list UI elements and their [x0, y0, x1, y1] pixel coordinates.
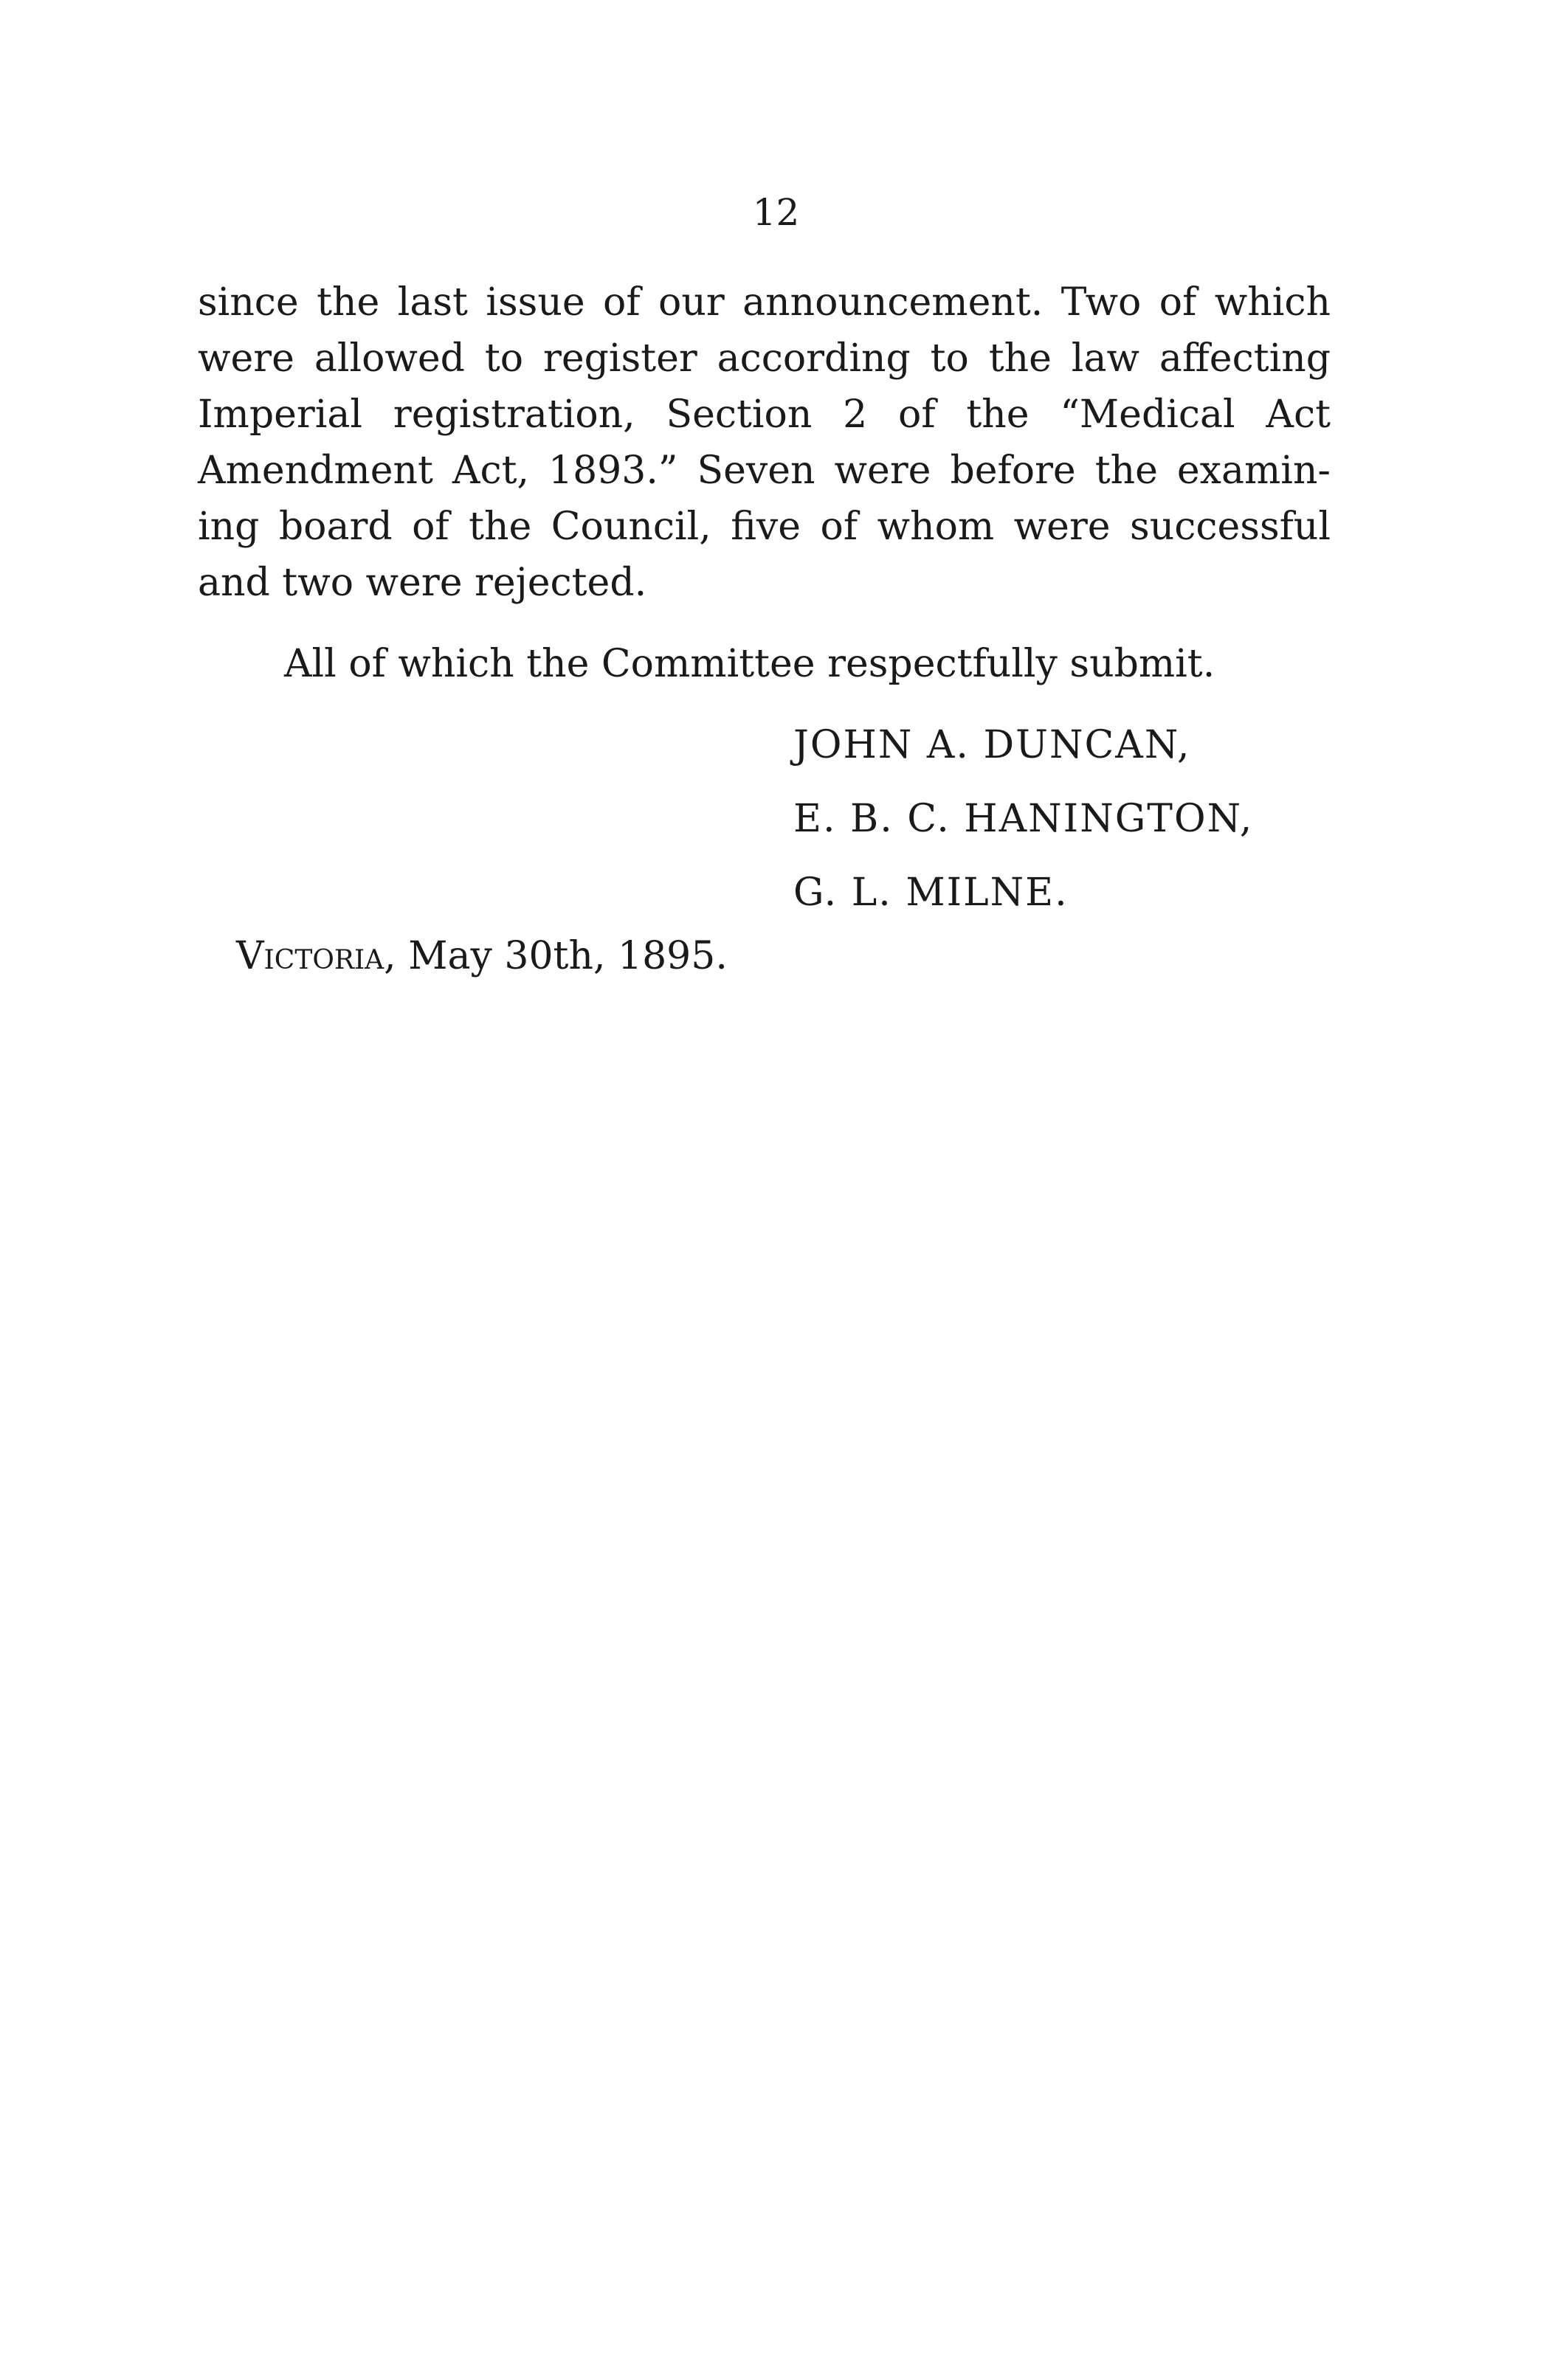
body-paragraph [198, 274, 1331, 611]
paragraph-line: since the last issue of our announcement. Two of which [198, 280, 1331, 325]
paragraph-line: were allowed to register according to the law affecting [198, 336, 1331, 381]
signatory: E. B. C. HANINGTON, [793, 797, 1254, 841]
closing-statement: All of which the Committee respectfully submit. [284, 642, 1215, 686]
place: Victoria, [236, 934, 396, 978]
signatory: G. L. MILNE. [793, 871, 1069, 915]
paragraph-line: and two were rejected. [198, 561, 647, 605]
signatory-list [793, 708, 1253, 930]
paragraph-line: Amendment Act, 1893.” Seven were before the examin- [198, 449, 1331, 493]
signatory: JOHN A. DUNCAN, [793, 723, 1191, 767]
place-and-date [236, 928, 728, 984]
paragraph-line: Imperial registration, Section 2 of the “Medical Act [198, 392, 1331, 437]
page-number: 12 [752, 191, 800, 234]
paragraph-line: ing board of the Council, five of whom were successful [198, 505, 1331, 549]
date: May 30th, 1895. [408, 934, 728, 978]
